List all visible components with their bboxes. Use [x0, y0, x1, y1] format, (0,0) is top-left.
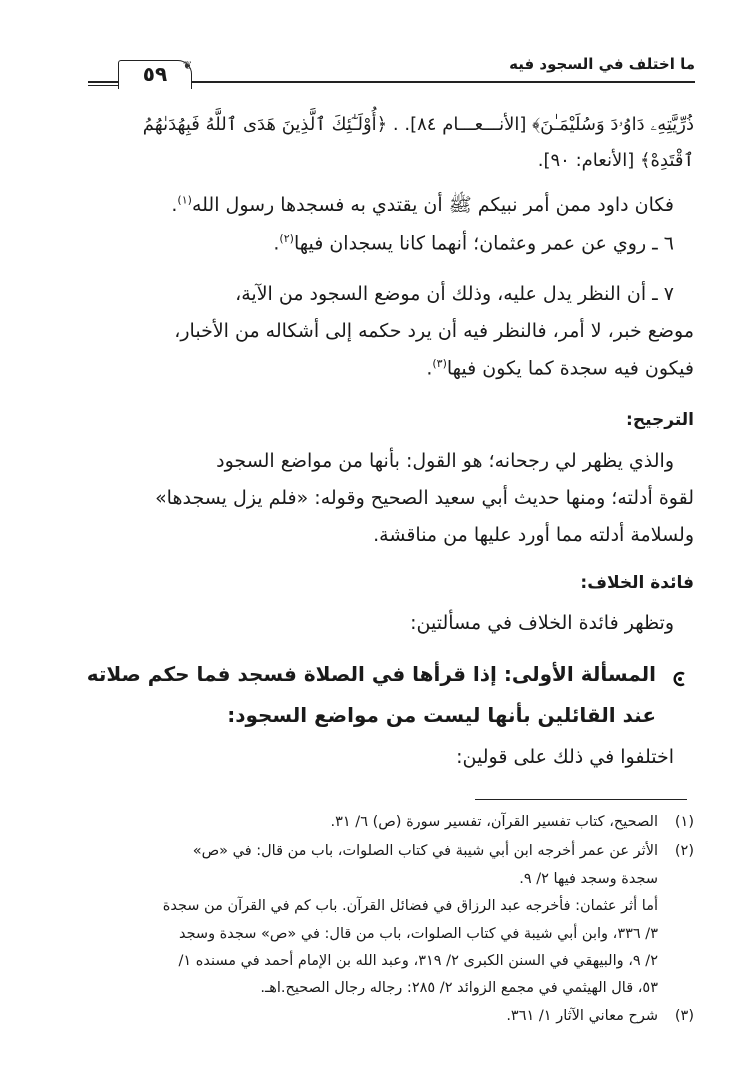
- footnote-marker: (٣): [432, 357, 447, 370]
- quran-line-1: ذُرِّيَّتِهِۦ دَاوُۥدَ وَسُلَيْمَـٰنَ﴾ [الأنـــعـــام ٨٤]. . ﴿أُوْلَـٰٓئِكَ ٱلَّذِينَ هَدَى ٱللَّهُ فَبِهُدَىٰهُمُ: [142, 114, 694, 135]
- paragraph-line: وتظهر فائدة الخلاف في مسألتين:: [410, 612, 674, 634]
- text-run: فيكون فيه سجدة كما يكون فيها: [446, 357, 694, 380]
- ornate-bullet-icon: [670, 669, 690, 689]
- page-number-box: [118, 60, 192, 89]
- paragraph-line: ٧ ـ أن النظر يدل عليه، وذلك أن موضع السجود من الآية،: [235, 283, 674, 305]
- footnote-number: (٢): [674, 843, 694, 859]
- footnote-marker: (١): [177, 193, 192, 207]
- footnote-marker: (٢): [279, 232, 294, 245]
- text-run: فكان داود ممن أمر نبيكم ﷺ أن يقتدي به فسجدها رسول الله: [191, 194, 674, 216]
- paragraph-line: فيكون فيه سجدة كما يكون فيها$^{(٣)}$.: [426, 357, 694, 380]
- paragraph-line: اختلفوا في ذلك على قولين:: [456, 746, 674, 768]
- issue-heading-line-1: المسألة الأولى: إذا قرأها في الصلاة فسجد فما حكم صلاته: [86, 662, 656, 686]
- paragraph-line: موضع خبر، لا أمر، فالنظر فيه أن يرد حكمه إلى أشكاله من الأخبار،: [174, 320, 694, 342]
- paragraph-line: لقوة أدلته؛ ومنها حديث أبي سعيد الصحيح وقوله: «فلم يزل يسجدها»: [155, 487, 694, 509]
- footnote-continuation: سجدة وسجد فيها ٢/ ٩.: [519, 871, 658, 887]
- paragraph-line: ولسلامة أدلته مما أورد عليها من مناقشة.: [373, 524, 694, 546]
- running-title: ما اختلف في السجود فيه: [509, 55, 695, 73]
- section-heading-faida: فائدة الخلاف:: [580, 573, 694, 593]
- section-heading-tarjih: الترجيح:: [626, 410, 694, 430]
- footnote-continuation: ٥٣، قال الهيثمي في مجمع الزوائد ٢/ ٢٨٥: رجاله رجال الصحيح.اهـ.: [260, 980, 658, 996]
- footnote-continuation: ٣/ ٣٣٦، وابن أبي شيبة في كتاب الصلوات، باب من قال: في «ص» سجدة وسجد: [178, 926, 658, 942]
- floral-ornament-icon: ❦: [183, 59, 193, 72]
- footnote-continuation: أما أثر عثمان: فأخرجه عبد الرزاق في فضائل القرآن. باب كم في القرآن من سجدة: [162, 898, 658, 914]
- text-run: ٦ ـ روي عن عمر وعثمان؛ أنهما كانا يسجدان فيها: [293, 232, 674, 255]
- footnote-number: (١): [674, 814, 694, 830]
- footnote-text: الصحيح، كتاب تفسير القرآن، تفسير سورة (ص) ٦/ ٣١.: [330, 814, 658, 830]
- quran-line-2: ٱقْتَدِهْ﴾ [الأنعام: ٩٠].: [537, 150, 694, 171]
- page-header: [88, 50, 695, 96]
- footnote-continuation: ٢/ ٩، والبيهقي في السنن الكبرى ٢/ ٣١٩، وعبد الله بن الإمام أحمد في مسنده ١/: [178, 953, 658, 969]
- footnote-text: الأثر عن عمر أخرجه ابن أبي شيبة في كتاب الصلوات، باب من قال: في «ص»: [192, 843, 658, 859]
- paragraph-line: فكان داود ممن أمر نبيكم ﷺ أن يقتدي به فسجدها رسول الله$^{(١)}$.: [171, 193, 674, 216]
- footnote-text: شرح معاني الآثار ١/ ٣٦١.: [506, 1008, 658, 1024]
- paragraph-line: والذي يظهر لي رجحانه؛ هو القول: بأنها من مواضع السجود: [216, 450, 674, 472]
- footnote-number: (٣): [674, 1008, 694, 1024]
- footnote-separator: [475, 799, 687, 800]
- issue-heading-line-2: عند القائلين بأنها ليست من مواضع السجود:: [227, 703, 656, 727]
- paragraph-line: ٦ ـ روي عن عمر وعثمان؛ أنهما كانا يسجدان فيها$^{(٢)}$.: [273, 232, 674, 255]
- page-number: ٥٩: [142, 62, 168, 86]
